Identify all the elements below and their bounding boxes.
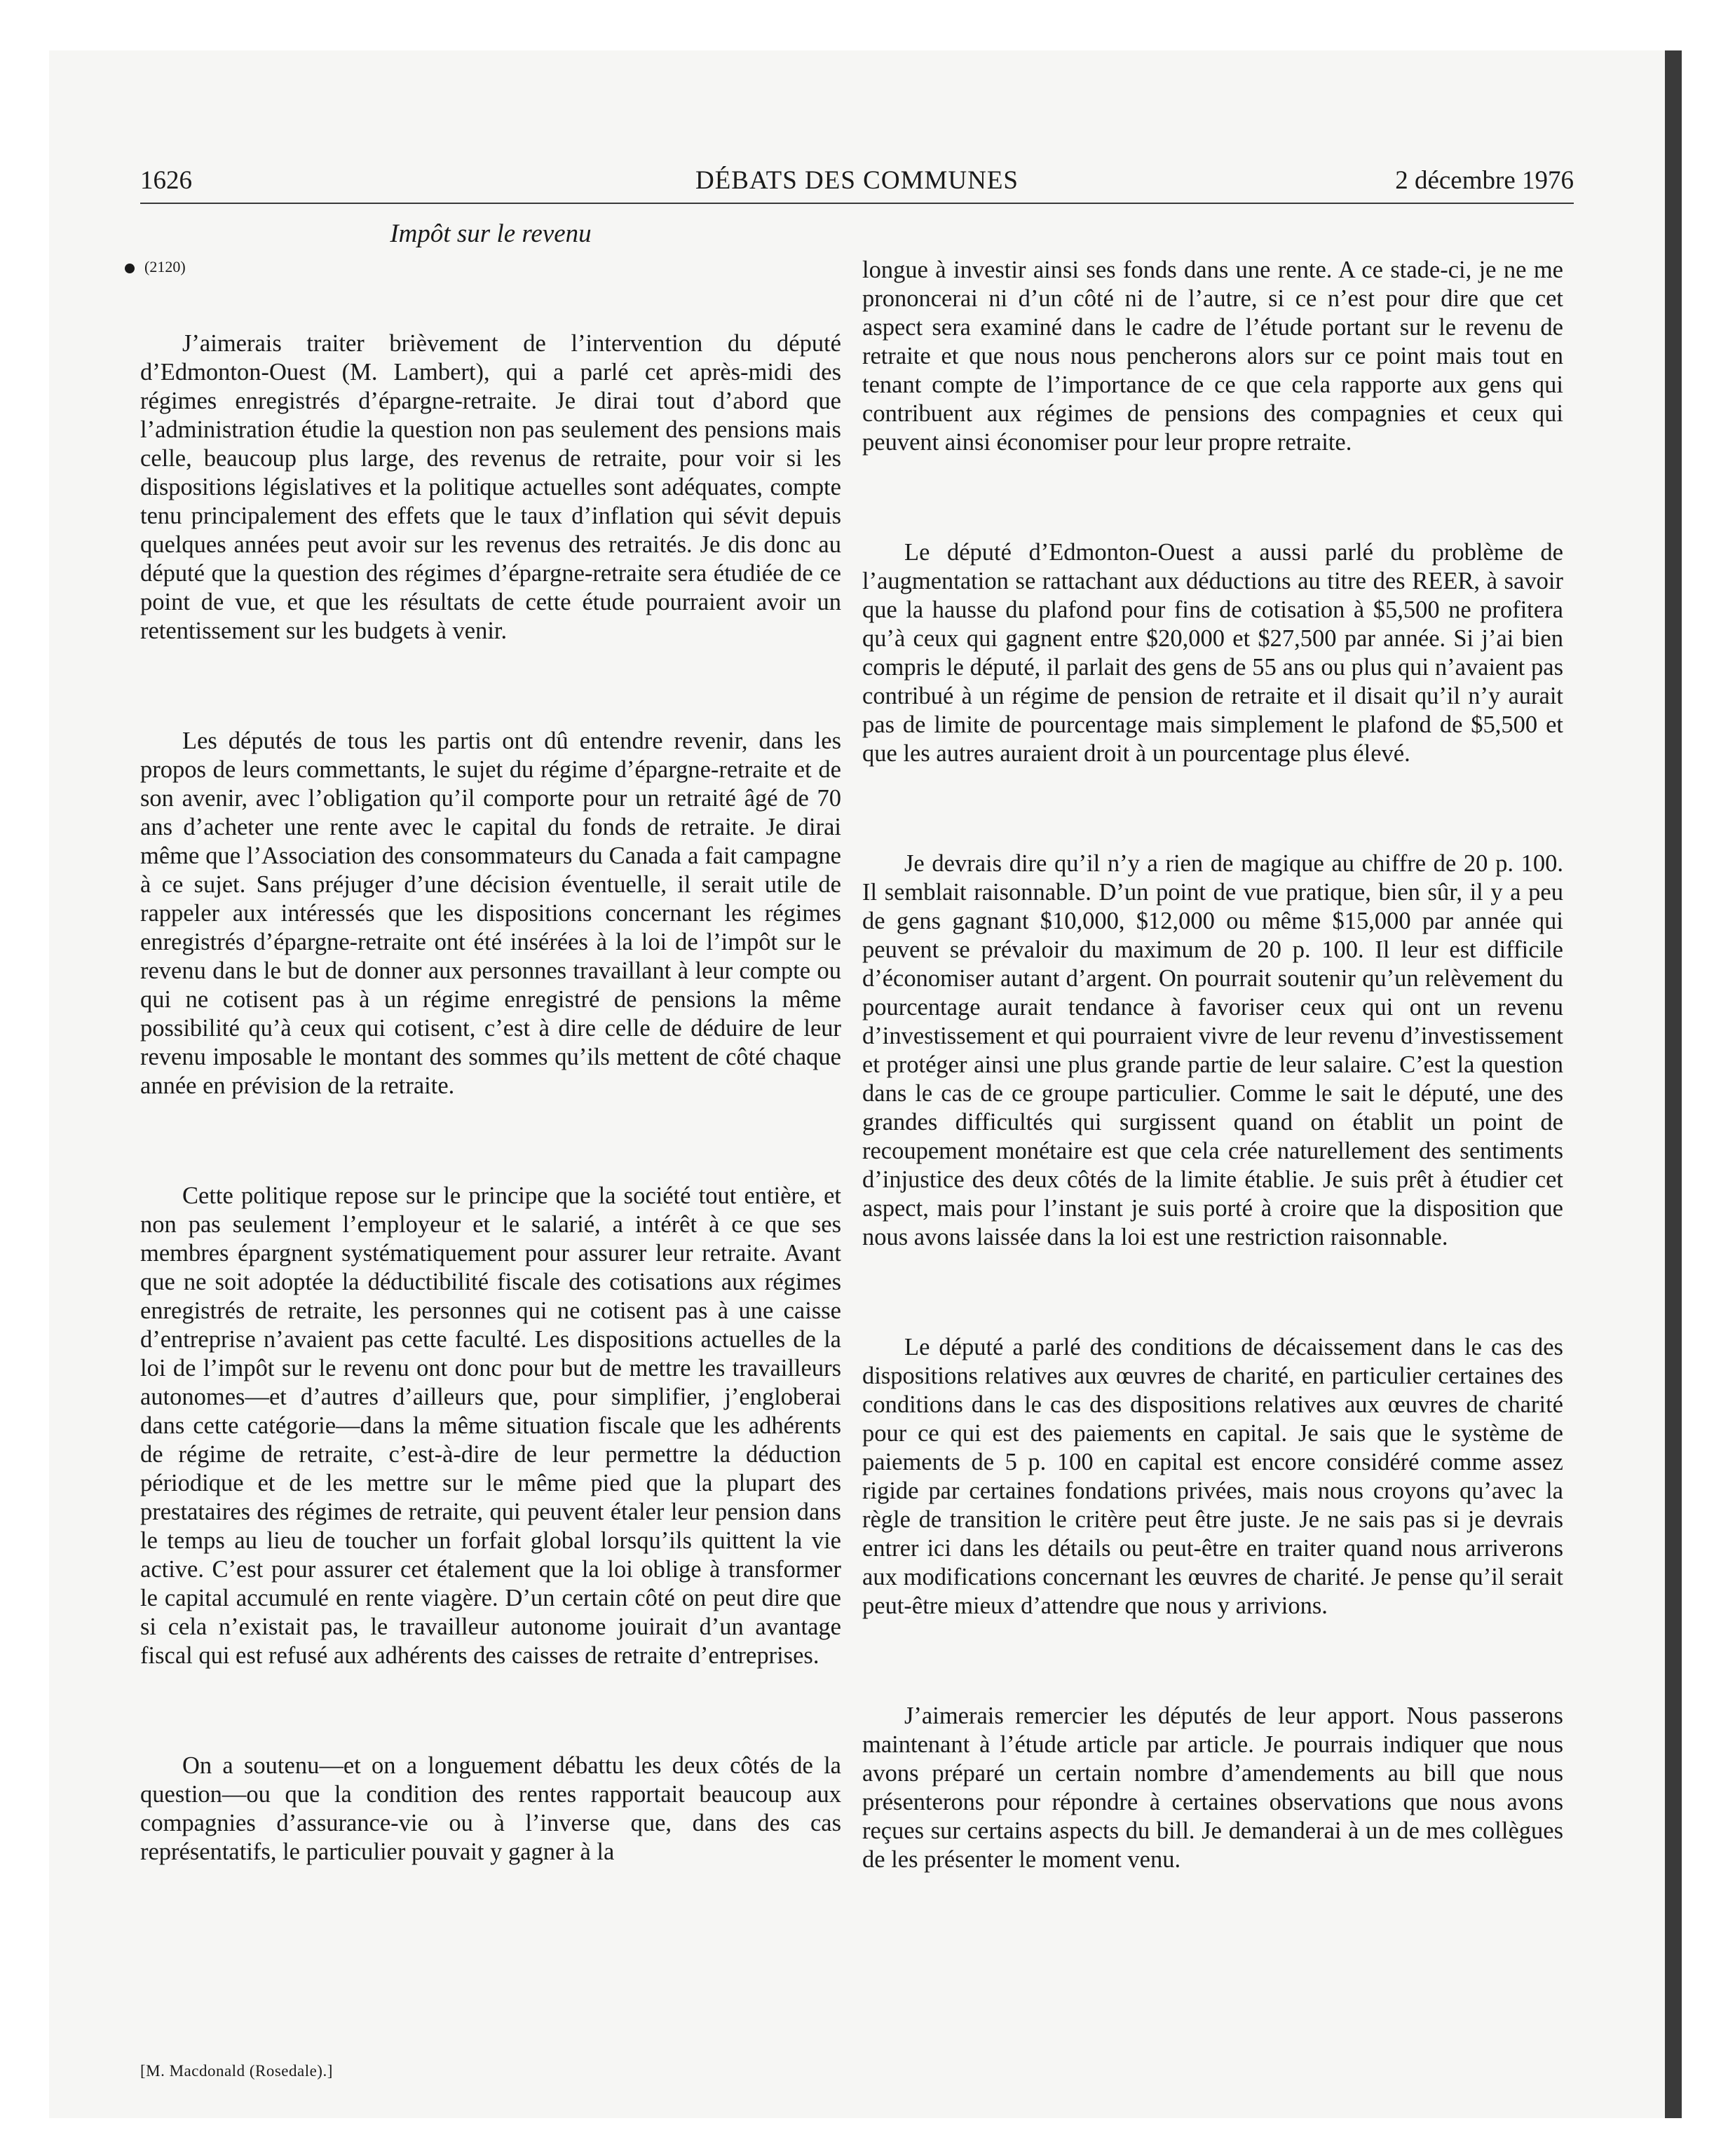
paragraph-continuation: longue à investir ainsi ses fonds dans une rente. A ce stade-ci, je ne me prononcerai ni d’un côté ni de l’autre, si ce n’est pour dire que cet aspect sera examiné dans le cadre de l’étude portant sur le revenu de retraite et que nous nous pencherons alors sur ce point mais tout en tenant compte de l’importance de ce que cela rapporte aux gens qui contribuent aux régimes de pensions des compagnies et ceux qui peuvent ainsi économiser pour leur propre retraite. [862,257,1563,456]
paragraph: Je devrais dire qu’il n’y a rien de magique au chiffre de 20 p. 100. Il semblait raisonnable. D’un point de vue pratique, bien sûr, il y a peu de gens gagnant $10,000, $12,000 ou même $15,000 par année qui peuvent se prévaloir du maximum de 20 p. 100. Il leur est difficile d’économiser autant d’argent. On pourrait soutenir qu’un relèvement du pourcentage aurait tendance à favoriser ceux qui ont un revenu d’investissement et qui pourraient vivre de leur revenu d’investissement et protéger ainsi une plus grande partie de leur salaire. C’est la question dans le cas de ce groupe particulier. Comme le sait le député, une des grandes difficultés qui surgissent quand on établit un point de recoupement monétaire est que cela crée naturellement des sentiments d’injustice des deux côtés de la limite établie. Je suis prêt à étudier cet aspect, mais pour l’instant je suis porté à croire que la disposition que nous avons laissée dans la loi est une restriction raisonnable. [862,850,1563,1250]
bullet-icon [125,264,135,273]
paragraph: Le député a parlé des conditions de décaissement dans le cas des dispositions relatives aux œuvres de charité, en particulier certaines des conditions dans le cas des dispositions relatives aux œuvres de charité pour ce qui est des paiements en capital. Je sais que le système de paiements de 5 p. 100 en capital est encore considéré comme assez rigide par certaines fondations privées, mais nous croyons qu’avec la règle de transition le critère peut être juste. Je ne sais pas si je devrais entrer ici dans les détails ou peut-être en traiter quand nous arriverons aux modifications concernant les œuvres de charité. Je pense qu’il serait peut-être mieux d’attendre que nous y arrivions. [862,1334,1563,1619]
right-column [862,256,1563,1874]
paragraph: Le député d’Edmonton-Ouest a aussi parlé du problème de l’augmentation se rattachant aux déductions au titre des REER, à savoir que la hausse du plafond pour fins de cotisation à $5,500 ne profitera qu’à ceux qui gagnent entre $20,000 et $27,500 par année. Si j’ai bien compris le député, il parlait des gens de 55 ans ou plus qui n’avaient pas contribué à un régime de pension de retraite et il disait qu’il n’y aurait pas de limite de pourcentage mais simplement le plafond de $5,500 et que les autres auraient droit à un pourcentage plus élevé. [862,539,1563,767]
paragraph: On a soutenu—et on a longuement débattu les deux côtés de la question—ou que la condition des rentes rapportait beaucoup aux compagnies d’assurance-vie ou à l’inverse que, dans des cas représentatifs, le particulier pouvait y gagner à la [140,1752,841,1865]
time-marker [125,258,186,276]
page-header [140,165,1574,205]
paragraph: Cette politique repose sur le principe que la société tout entière, et non pas seulement l’employeur et le salarié, a intérêt à ce que ses membres épargnent systématiquement pour assurer leur retraite. Avant que ne soit adoptée la déductibilité fiscale des cotisations aux régimes enregistrés de retraite, les personnes qui ne cotisent pas à une caisse d’entreprise n’avaient pas cette faculté. Les dispositions actuelles de la loi de l’impôt sur le revenu ont donc pour but de mettre les travailleurs autonomes—et d’autres d’ailleurs que, pour simplifier, j’engloberai dans cette catégorie—dans la même situation fiscale que les adhérents de régime de retraite, c’est-à-dire de leur permettre la déduction périodique et de les mettre sur le même pied que la plupart des prestataires des régimes de retraite, qui peuvent étaler leur pension dans le temps au lieu de toucher un forfait global lorsqu’ils quittent la vie active. C’est pour assurer cet étalement que la loi oblige à transformer le capital accumulé en rente viagère. D’un certain côté on peut dire que si cela n’existait pas, le travailleur autonome jouirait d’un avantage fiscal qui est refusé aux adhérents des caisses de retraite d’entreprises. [140,1182,841,1669]
time-marker-label: (2120) [144,258,186,275]
section-title: Impôt sur le revenu [390,219,592,248]
journal-title: DÉBATS DES COMMUNES [695,166,1019,195]
paragraph: J’aimerais remercier les députés de leur apport. Nous passerons maintenant à l’étude article par article. Je pourrais indiquer que nous avons préparé un certain nombre d’amendements au bill que nous présenterons pour répondre à certaines observations que nous avons reçues sur certains aspects du bill. Je demanderai à un de mes collègues de les présenter le moment venu. [862,1703,1563,1873]
left-column [140,329,841,1867]
header-rule [140,203,1574,204]
page-number: 1626 [140,166,192,195]
paragraph: J’aimerais traiter brièvement de l’intervention du député d’Edmonton-Ouest (M. Lambert), qui a parlé cet après-midi des régimes enregistrés d’épargne-retraite. Je dirai tout d’abord que l’administration étudie la question non pas seulement des pensions mais celle, beaucoup plus large, des revenus de retraite, pour voir si les dispositions législatives et la politique actuelles sont adéquates, compte tenu principalement des effets que le taux d’inflation qui sévit depuis quelques années peut avoir sur les revenus des retraités. Je dis donc au député que la question des régimes d’épargne-retraite sera étudiée de ce point de vue, et que les résultats de cette étude pourraient avoir un retentissement sur les budgets à venir. [140,330,841,644]
paragraph: Les députés de tous les partis ont dû entendre revenir, dans les propos de leurs commettants, le sujet du régime d’épargne-retraite et de son avenir, avec l’obligation qu’il comporte pour un retraité âgé de 70 ans d’acheter une rente avec le capital du fonds de retraite. Je dirai même que l’Association des consommateurs du Canada a fait campagne à ce sujet. Sans préjuger d’une décision éventuelle, il serait utile de rappeler aux intéressés que les dispositions concernant les régimes enregistrés d’épargne-retraite ont été insérées à la loi de l’impôt sur le revenu dans le but de donner aux personnes travaillant à leur compte ou qui ne cotisent pas à un régime enregistré de pensions la même possibilité qu’à ceux qui cotisent, c’est à dire celle de déduire de leur revenu imposable le montant des sommes qu’ils mettent de côté chaque année en prévision de la retraite. [140,728,841,1099]
publication-date: 2 décembre 1976 [1395,166,1574,195]
speaker-footer: [M. Macdonald (Rosedale).] [140,2062,333,2080]
scan-edge-shadow [1665,50,1682,2118]
